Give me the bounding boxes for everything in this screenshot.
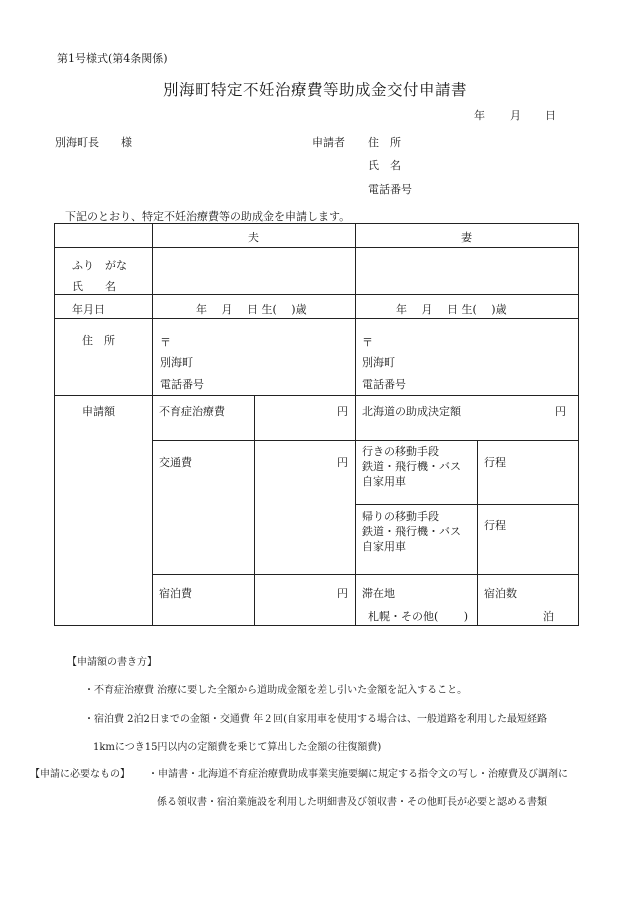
infertility-fee-label: 不育症治療費 [159,405,225,418]
wife-town: 別海町 [362,356,395,369]
husband-postal-mark: 〒 [160,336,171,349]
wife-header: 妻 [461,231,472,244]
applicant-label: 申請者 [312,136,345,149]
wife-birthdate: 年 月 日 生( )歳 [396,303,507,316]
outbound-public: 鉄道・飛行機・バス [362,460,461,473]
date-year: 年 [474,109,485,122]
notes-line-3: 1kmにつき15円以内の定額費を乗じて算出した金額の往復額費) [93,742,382,753]
form-number: 第1号様式(第4条関係) [57,52,168,65]
intro-text: 下記のとおり、特定不妊治療費等の助成金を申請します。 [65,210,351,223]
infertility-fee-yen: 円 [337,405,348,418]
stay-place-label: 滞在地 [362,587,395,600]
lodging-fee-yen: 円 [337,587,348,600]
hokkaido-amount-label: 北海道の助成決定額 [362,405,461,418]
return-itinerary-label: 行程 [484,519,506,532]
name-label: 氏 名 [72,280,116,293]
addressee: 別海町長 様 [55,136,132,149]
outbound-title: 行きの移動手段 [362,445,439,458]
outbound-itinerary-label: 行程 [484,456,506,469]
husband-phone-label: 電話番号 [160,378,204,391]
notes-line-1: ・不育症治療費 治療に要した全額から道助成金額を差し引いた金額を記入すること。 [84,685,468,696]
form-title: 別海町特定不妊治療費等助成金交付申請書 [163,81,468,99]
applicant-name-label: 氏 名 [368,159,401,172]
applicant-address-label: 住 所 [368,136,401,149]
amount-label: 申請額 [82,405,115,418]
outbound-car: 自家用車 [362,475,406,488]
husband-header: 夫 [248,231,259,244]
wife-postal-mark: 〒 [362,336,373,349]
required-label: 【申請に必要なもの】 [30,769,130,780]
birthdate-label: 年月日 [72,303,105,316]
date-month: 月 [510,109,521,122]
transport-fee-yen: 円 [337,456,348,469]
required-line-1: ・申請書・北海道不育症治療費助成事業実施要綱に規定する指令文の写し・治療費及び調剤に [148,769,568,780]
date-day: 日 [545,109,556,122]
wife-phone-label: 電話番号 [362,378,406,391]
lodging-fee-label: 宿泊費 [159,587,192,600]
nights-unit: 泊 [543,610,554,623]
return-title: 帰りの移動手段 [362,510,439,523]
notes-line-2: ・宿泊費 2泊2日までの金額・交通費 年２回(自家用車を使用する場合は、一般道路を利用した最短経路 [84,714,547,725]
return-car: 自家用車 [362,540,406,553]
stay-place-options: 札幌・その他( ) [368,610,469,623]
applicant-phone-label: 電話番号 [368,183,412,196]
required-line-2: 係る領収書・宿泊業施設を利用した明細書及び領収書・その他町長が必要と認める書類 [157,797,547,808]
husband-birthdate: 年 月 日 生( )歳 [196,303,307,316]
return-public: 鉄道・飛行機・バス [362,525,461,538]
notes-heading: 【申請額の書き方】 [67,657,157,668]
nights-label: 宿泊数 [484,587,517,600]
furigana-label: ふり がな [72,259,127,272]
transport-fee-label: 交通費 [159,456,192,469]
husband-town: 別海町 [160,356,193,369]
address-label: 住 所 [82,334,115,347]
hokkaido-amount-yen: 円 [555,405,566,418]
